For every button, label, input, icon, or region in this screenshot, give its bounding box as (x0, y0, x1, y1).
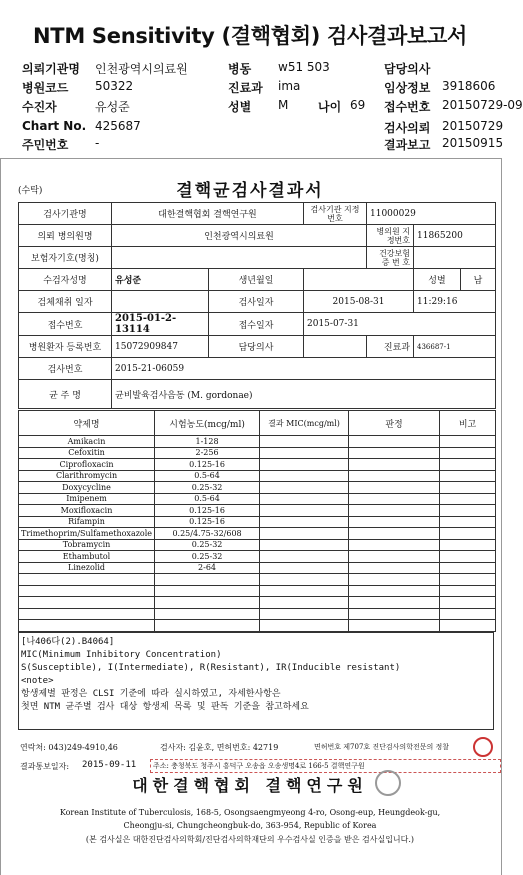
drug-row (19, 470, 496, 482)
drug-concentration: 1-128 (155, 436, 260, 448)
header-value: 유성준 (95, 100, 130, 114)
info-value (304, 269, 414, 291)
header-value: 3918606 (442, 79, 496, 93)
drug-name: Doxycycline (19, 482, 155, 494)
drug-concentration: 2-64 (155, 562, 260, 574)
drug-row (19, 597, 496, 609)
drug-cell (155, 597, 260, 609)
drug-cell (440, 436, 496, 448)
drug-cell (260, 585, 349, 597)
info-value: 436687-1 (414, 336, 496, 358)
drug-cell (440, 551, 496, 563)
drug-cell (19, 574, 155, 586)
info-label: 병원환자 등록번호 (19, 336, 112, 358)
drug-cell (349, 470, 440, 482)
drug-name: Ciprofloxacin (19, 459, 155, 471)
header-value: - (95, 136, 100, 150)
drug-concentration: 0.125-16 (155, 516, 260, 528)
info-label: 검사기관명 (19, 203, 112, 225)
drug-cell (349, 436, 440, 448)
header-label: 병동 (228, 62, 252, 76)
info-table (18, 202, 496, 409)
drug-row (19, 608, 496, 620)
drug-cell (155, 574, 260, 586)
drug-cell (440, 528, 496, 540)
report-date: 2015-09-11 (82, 760, 137, 770)
drug-cell (260, 528, 349, 540)
info-label: 균 주 명 (19, 380, 112, 409)
drug-cell (440, 539, 496, 551)
drug-name: Amikacin (19, 436, 155, 448)
drug-cell (19, 620, 155, 632)
drug-concentration: 2-256 (155, 447, 260, 459)
info-label: 담당의사 (209, 336, 304, 358)
drug-cell (440, 447, 496, 459)
drug-cell (349, 608, 440, 620)
col-header: 결과 MIC(mcg/ml) (260, 411, 349, 436)
drug-cell (260, 539, 349, 551)
drug-cell (440, 608, 496, 620)
info-value (112, 291, 209, 313)
drug-concentration: 0.125-16 (155, 459, 260, 471)
header-value: 50322 (95, 79, 134, 93)
drug-cell (260, 447, 349, 459)
header-label: 임상정보 (384, 81, 431, 95)
header-label: Chart No. (22, 119, 87, 133)
certification-note: (본 검사실은 대한진단검사의학회/진단검사의학재단의 우수검사실 인증을 받은 검사실입니다.) (85, 835, 415, 844)
info-value: 남 (461, 269, 496, 291)
drug-cell (260, 551, 349, 563)
drug-row (19, 528, 496, 540)
drug-cell (349, 505, 440, 517)
receipt-number: 2015-01-2-13114 (112, 313, 209, 336)
drug-cell (349, 539, 440, 551)
drug-cell (349, 493, 440, 505)
drug-cell (260, 597, 349, 609)
drug-name: Rifampin (19, 516, 155, 528)
header-value: M (278, 98, 289, 112)
drug-row (19, 574, 496, 586)
header-value: 20150915 (442, 136, 504, 150)
drug-concentration: 0.5-64 (155, 470, 260, 482)
header-label: 성별 (228, 100, 252, 114)
drug-cell (440, 597, 496, 609)
drug-cell (155, 608, 260, 620)
inspector-info: 검사자: 김윤호, 면허번호: 42719 (160, 743, 279, 752)
drug-row (19, 516, 496, 528)
info-value: 2015-08-31 (304, 291, 414, 313)
drug-cell (349, 620, 440, 632)
drug-row (19, 562, 496, 574)
report-date-label: 결과통보일자: (20, 762, 70, 771)
info-value (304, 336, 367, 358)
doctor-seal (473, 737, 493, 757)
drug-cell (440, 620, 496, 632)
drug-cell (440, 585, 496, 597)
note-line: [나406다(2).B4064] (21, 637, 115, 647)
info-label: 접수일자 (209, 313, 304, 336)
header-label: 접수번호 (384, 100, 431, 114)
drug-cell (260, 470, 349, 482)
col-header: 약제명 (19, 411, 155, 436)
patient-name: 유성준 (112, 269, 209, 291)
drug-cell (440, 470, 496, 482)
drug-row (19, 585, 496, 597)
drug-concentration: 0.25-32 (155, 539, 260, 551)
note-line: MIC(Minimum Inhibitory Concentration) (21, 650, 222, 660)
drug-row (19, 447, 496, 459)
drug-cell (349, 482, 440, 494)
license-info: 면허번호 제707호 진단검사의학전문의 정찰 (314, 743, 449, 751)
drug-cell (260, 505, 349, 517)
drug-concentration: 0.25-32 (155, 551, 260, 563)
drug-name: Tobramycin (19, 539, 155, 551)
info-label: 수검자성명 (19, 269, 112, 291)
drug-name: Trimethoprim/Sulfamethoxazole (19, 528, 155, 540)
drug-row (19, 482, 496, 494)
drug-concentration: 0.25/4.75-32/608 (155, 528, 260, 540)
info-label: 건강보험 증 번 호 (367, 247, 414, 269)
contact-phone: 연락처: 043)249-4910,46 (20, 743, 118, 752)
info-value: 15072909847 (112, 336, 209, 358)
info-value: 2015-07-31 (304, 313, 496, 336)
col-header: 시험농도(mcg/ml) (155, 411, 260, 436)
info-label: 검사일자 (209, 291, 304, 313)
note-line: 첫면 NTM 균주별 검사 대상 항생제 목록 및 판독 기준을 참고하세요 (21, 702, 309, 712)
header-value: 69 (350, 98, 366, 112)
drug-cell (440, 505, 496, 517)
drug-cell (349, 597, 440, 609)
info-value: 2015-21-06059 (112, 358, 496, 380)
header-label: 수진자 (22, 100, 57, 114)
drug-row (19, 493, 496, 505)
document-heading: 결핵균검사결과서 (176, 181, 324, 201)
header-value: ima (278, 79, 301, 93)
address-english-1: Korean Institute of Tuberculosis, 168-5, Osongsaengmyeong 4-ro, Osong-eup, Heungdeok-gu, (59, 808, 441, 817)
header-value: 20150729 (442, 119, 504, 133)
notes-box (18, 632, 494, 730)
header-value: 20150729-09 (442, 98, 523, 112)
header-label: 검사의뢰 (384, 121, 431, 135)
info-value: 11000029 (367, 203, 496, 225)
drug-concentration: 0.125-16 (155, 505, 260, 517)
drug-cell (349, 574, 440, 586)
drug-cell (260, 436, 349, 448)
drug-name: Cefoxitin (19, 447, 155, 459)
drug-row (19, 551, 496, 563)
institute-seal (375, 770, 401, 796)
organism-value: 균비발육검사음동 (M. gordonae) (112, 380, 496, 409)
header-value: w51 503 (278, 60, 330, 74)
drug-cell (440, 574, 496, 586)
drug-cell (349, 459, 440, 471)
drug-row (19, 436, 496, 448)
drug-name: Ethambutol (19, 551, 155, 563)
drug-cell (155, 620, 260, 632)
note-line: <note> (21, 676, 54, 686)
info-value (414, 247, 496, 269)
note-line: 항생제별 판정은 CLSI 기준에 따라 실시하였고, 자세한사항은 (21, 689, 281, 699)
drug-cell (260, 459, 349, 471)
drug-cell (440, 459, 496, 471)
info-label: 성별 (414, 269, 461, 291)
info-label: 병의원 지정번호 (367, 225, 414, 247)
header-label: 담당의사 (384, 62, 431, 76)
drug-row (19, 459, 496, 471)
drug-cell (260, 562, 349, 574)
note-line: S(Susceptible), I(Intermediate), R(Resistant), IR(Inducible resistant) (21, 663, 401, 673)
drug-cell (349, 447, 440, 459)
header-label: 나이 (318, 100, 342, 114)
drug-cell (440, 493, 496, 505)
info-label: 검사기관 지정번호 (304, 203, 367, 225)
header-label: 주민번호 (22, 138, 69, 152)
drug-cell (260, 608, 349, 620)
drug-cell (349, 528, 440, 540)
info-label: 의뢰 병의원명 (19, 225, 112, 247)
drug-cell (260, 516, 349, 528)
consignment-tag: (수탁) (18, 186, 43, 196)
info-value: 11865200 (414, 225, 496, 247)
col-header: 판정 (349, 411, 440, 436)
drug-cell (349, 562, 440, 574)
drug-cell (260, 574, 349, 586)
info-value (112, 247, 367, 269)
header-value: 인천광역시의료원 (95, 62, 188, 76)
info-label: 보험자기호(명칭) (19, 247, 112, 269)
report-title: NTM Sensitivity (결핵협회) 검사결과보고서 (33, 24, 467, 48)
drug-cell (349, 551, 440, 563)
info-label: 생년월일 (209, 269, 304, 291)
info-value: 11:29:16 (414, 291, 496, 313)
info-label: 접수번호 (19, 313, 112, 336)
drug-name: Clarithromycin (19, 470, 155, 482)
drug-cell (155, 585, 260, 597)
drug-concentration: 0.25-32 (155, 482, 260, 494)
col-header: 비고 (440, 411, 496, 436)
address-english-2: Cheongju-si, Chungcheongbuk-do, 363-954, Republic of Korea (123, 821, 377, 830)
drug-name: Linezolid (19, 562, 155, 574)
drug-name: Moxifloxacin (19, 505, 155, 517)
drug-cell (19, 597, 155, 609)
drug-cell (440, 562, 496, 574)
drug-cell (440, 516, 496, 528)
header-value: 425687 (95, 119, 141, 133)
drug-cell (260, 620, 349, 632)
info-value: 대한결핵협회 결핵연구원 (112, 203, 304, 225)
drug-name: Imipenem (19, 493, 155, 505)
header-label: 결과보고 (384, 138, 431, 152)
drug-concentration: 0.5-64 (155, 493, 260, 505)
drug-cell (19, 608, 155, 620)
drug-cell (19, 585, 155, 597)
drug-cell (349, 585, 440, 597)
info-label: 검사번호 (19, 358, 112, 380)
info-label: 진료과 (367, 336, 414, 358)
drug-table (18, 410, 496, 632)
drug-row (19, 620, 496, 632)
drug-cell (349, 516, 440, 528)
header-label: 병원코드 (22, 81, 69, 95)
drug-row (19, 505, 496, 517)
drug-row (19, 539, 496, 551)
info-label: 검체채취 일자 (19, 291, 112, 313)
drug-cell (260, 482, 349, 494)
address-box: 주소: 충청북도 청주시 흥덕구 오송읍 오송생명4로 166-5 결핵연구원 (150, 759, 501, 773)
header-label: 진료과 (228, 81, 263, 95)
drug-cell (260, 493, 349, 505)
info-value: 인천광역시의료원 (112, 225, 367, 247)
institute-name: 대한결핵협회 결핵연구원 (132, 776, 368, 795)
header-label: 의뢰기관명 (22, 62, 80, 76)
drug-cell (440, 482, 496, 494)
